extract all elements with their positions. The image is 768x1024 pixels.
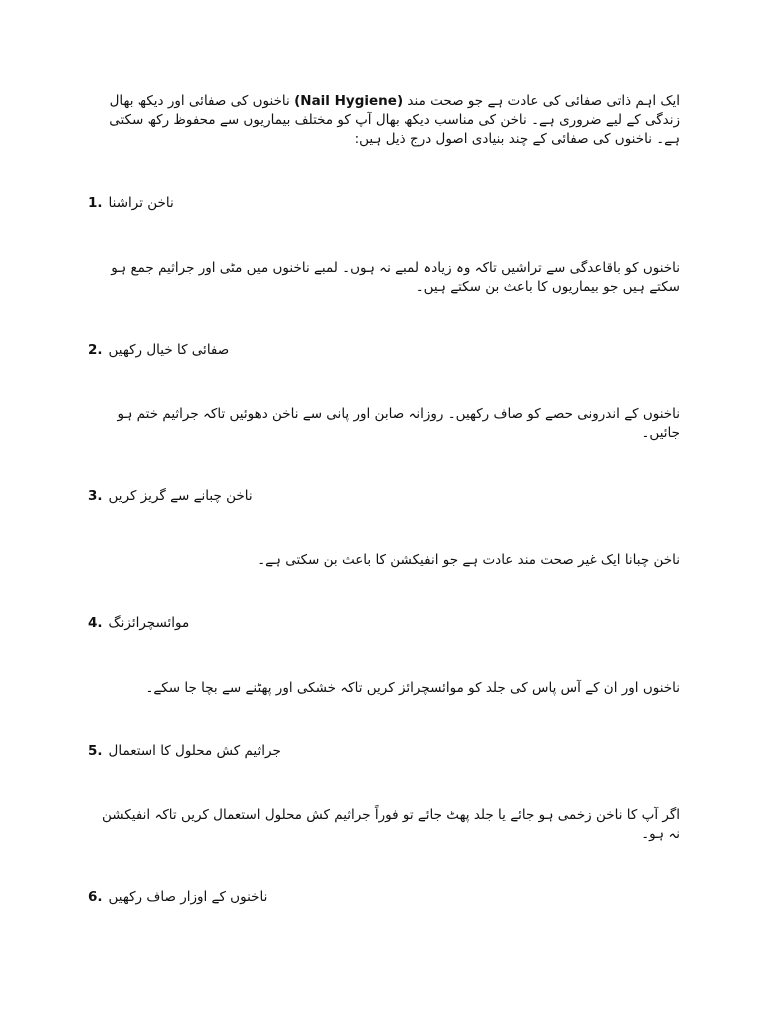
section-number: 1.: [88, 195, 103, 211]
section-heading-5: [88, 742, 680, 761]
section-title: موائسچرائزنگ: [108, 615, 190, 631]
section-title: ناخنوں کے اوزار صاف رکھیں: [108, 889, 268, 905]
intro-line-2: زندگی کے لیے ضروری ہے۔ ناخن کی مناسب دیکھ بھال آپ کو مختلف بیماریوں سے محفوظ رکھ سکتی: [109, 112, 680, 128]
section-title: جراثیم کش محلول کا استعمال: [108, 743, 281, 759]
section-heading-3: [88, 487, 680, 506]
intro-paragraph: [88, 92, 680, 149]
section-body-3: ناخن چبانا ایک غیر صحت مند عادت ہے جو انفیکشن کا باعث بن سکتی ہے۔: [257, 552, 680, 568]
intro-line-1: [88, 92, 680, 111]
section-body-1: ناخنوں کو باقاعدگی سے تراشیں تاکہ وہ زیادہ لمبے نہ ہوں۔ لمبے ناخنوں میں مٹی اور جراثیم جمع ہو سکتے ہیں جو بیماریوں کا باعث بن سکتے ہیں۔: [111, 260, 680, 295]
intro-term: (Nail Hygiene): [294, 93, 404, 109]
intro-line-1-suffix: ناخنوں کی صفائی اور دیکھ بھال: [109, 93, 290, 109]
section-heading-6: [88, 888, 680, 907]
section-number: 3.: [88, 488, 103, 504]
section-body-2: ناخنوں کے اندرونی حصے کو صاف رکھیں۔ روزانہ صابن اور پانی سے ناخن دھوئیں تاکہ جراثیم ختم ہو جائیں۔: [117, 406, 680, 441]
section-body-4: ناخنوں اور ان کے آس پاس کی جلد کو موائسچرائز کریں تاکہ خشکی اور پھٹنے سے بچا جا سکے۔: [145, 680, 680, 696]
section-number: 5.: [88, 743, 103, 759]
section-title: ناخن چبانے سے گریز کریں: [108, 488, 253, 504]
section-number: 2.: [88, 342, 103, 358]
section-heading-2: [88, 341, 680, 360]
section-body-5: اگر آپ کا ناخن زخمی ہو جائے یا جلد پھٹ جائے تو فوراً جراثیم کش محلول استعمال کریں تاکہ انفیکشن نہ ہو۔: [101, 807, 680, 842]
intro-line-1-prefix: ایک اہم ذاتی صفائی کی عادت ہے جو صحت مند: [407, 93, 680, 109]
section-number: 6.: [88, 889, 103, 905]
section-heading-4: [88, 614, 680, 633]
section-title: ناخن تراشنا: [108, 195, 174, 211]
intro-line-3: ہے۔ ناخنوں کی صفائی کے چند بنیادی اصول درج ذیل ہیں:: [354, 131, 680, 147]
section-heading-1: [88, 194, 680, 213]
section-number: 4.: [88, 615, 103, 631]
section-title: صفائی کا خیال رکھیں: [108, 342, 230, 358]
